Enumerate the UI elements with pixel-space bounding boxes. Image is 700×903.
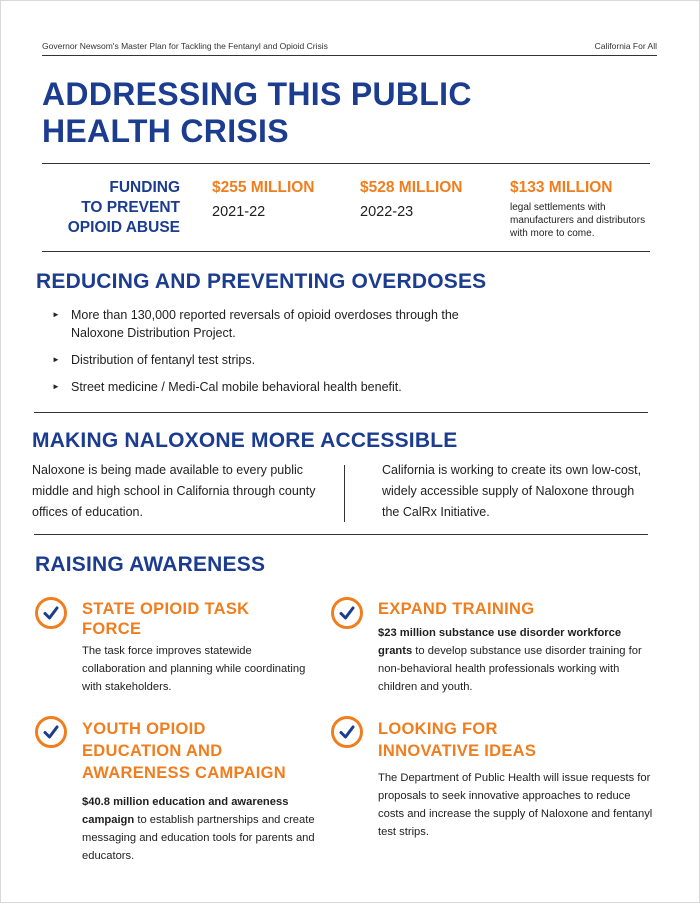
header-slogan: California For All xyxy=(594,41,657,51)
check-circle-icon xyxy=(35,597,67,629)
title-line: FORCE xyxy=(82,620,142,638)
youth-campaign-body: to establish partnerships and create messaging and education tools for parents and educators. xyxy=(82,814,315,862)
innovative-ideas-text xyxy=(378,769,658,841)
funding-divider xyxy=(42,251,650,252)
funding-year: 2022-23 xyxy=(360,204,414,220)
task-force-text xyxy=(82,642,307,696)
funding-label-line: FUNDING xyxy=(109,179,180,196)
triangle-bullet-icon: ► xyxy=(52,355,60,364)
youth-campaign-text xyxy=(82,793,327,865)
bullet-text: More than 130,000 reported reversals of opioid overdoses through the Naloxone Distribution Project. xyxy=(71,308,459,340)
funding-label-line: OPIOID ABUSE xyxy=(67,219,180,236)
header-plan-title: Governor Newsom's Master Plan for Tackling the Fentanyl and Opioid Crisis xyxy=(42,41,328,51)
title-line: EXPAND TRAINING xyxy=(378,600,535,618)
naloxone-divider-bottom xyxy=(34,534,648,535)
naloxone-schools-text: Naloxone is being made available to every public middle and high school in California through county offices of education. xyxy=(32,463,316,519)
title-line: EDUCATION AND xyxy=(82,742,223,760)
list-item xyxy=(50,351,490,369)
list-item xyxy=(50,378,490,396)
title-line: AWARENESS CAMPAIGN xyxy=(82,764,287,782)
funding-item xyxy=(212,179,315,220)
training-bold: $23 million substance use disorder workforce grants xyxy=(378,627,622,657)
training-body: to develop substance use disorder training for non-behavioral health professionals working with children and youth. xyxy=(378,645,642,693)
triangle-bullet-icon: ► xyxy=(52,310,60,319)
youth-campaign-title xyxy=(82,718,286,784)
youth-campaign-bold: $40.8 million education and awareness campaign xyxy=(82,796,289,826)
funding-amount: $528 MILLION xyxy=(360,179,463,196)
header-divider xyxy=(42,55,657,56)
naloxone-heading: MAKING NALOXONE MORE ACCESSIBLE xyxy=(32,429,458,452)
list-item xyxy=(50,306,490,342)
title-line: YOUTH OPIOID xyxy=(82,720,206,738)
innovative-ideas-title xyxy=(378,718,536,762)
check-circle-icon xyxy=(331,597,363,629)
page-title: ADDRESSING THIS PUBLIC HEALTH CRISIS xyxy=(42,76,472,149)
bullet-text: Distribution of fentanyl test strips. xyxy=(71,353,256,367)
training-text xyxy=(378,624,658,696)
funding-note: legal settlements with manufacturers and distributors with more to come. xyxy=(510,202,646,239)
funding-label xyxy=(44,178,180,238)
check-circle-icon xyxy=(35,716,67,748)
overdoses-list xyxy=(50,306,490,405)
naloxone-calrx-text: California is working to create its own low-cost, widely accessible supply of Naloxone through the CalRx Initiative. xyxy=(382,463,642,519)
naloxone-divider xyxy=(344,465,345,522)
training-title xyxy=(378,599,534,619)
check-circle-icon xyxy=(331,716,363,748)
funding-label-line: TO PREVENT xyxy=(81,199,180,216)
funding-year: 2021-22 xyxy=(212,204,266,220)
task-force-body: The task force improves statewide collaboration and planning while coordinating with stakeholders. xyxy=(82,645,306,693)
innovative-ideas-body: The Department of Public Health will issue requests for proposals to seek innovative approaches to reduce costs and increase the supply of Naloxone and fentanyl test strips. xyxy=(378,772,653,838)
title-line: LOOKING FOR xyxy=(378,720,498,738)
title-line: STATE OPIOID TASK xyxy=(82,600,250,618)
triangle-bullet-icon: ► xyxy=(52,382,60,391)
title-divider xyxy=(42,163,650,164)
funding-item xyxy=(360,179,463,220)
funding-amount: $255 MILLION xyxy=(212,179,315,196)
awareness-heading: RAISING AWARENESS xyxy=(35,553,266,576)
overdoses-divider xyxy=(34,412,648,413)
funding-item xyxy=(510,179,660,240)
overdoses-heading: REDUCING AND PREVENTING OVERDOSES xyxy=(36,270,487,293)
title-line: INNOVATIVE IDEAS xyxy=(378,742,537,760)
task-force-title xyxy=(82,599,249,639)
bullet-text: Street medicine / Medi-Cal mobile behavioral health benefit. xyxy=(71,380,402,394)
funding-amount: $133 MILLION xyxy=(510,179,613,196)
